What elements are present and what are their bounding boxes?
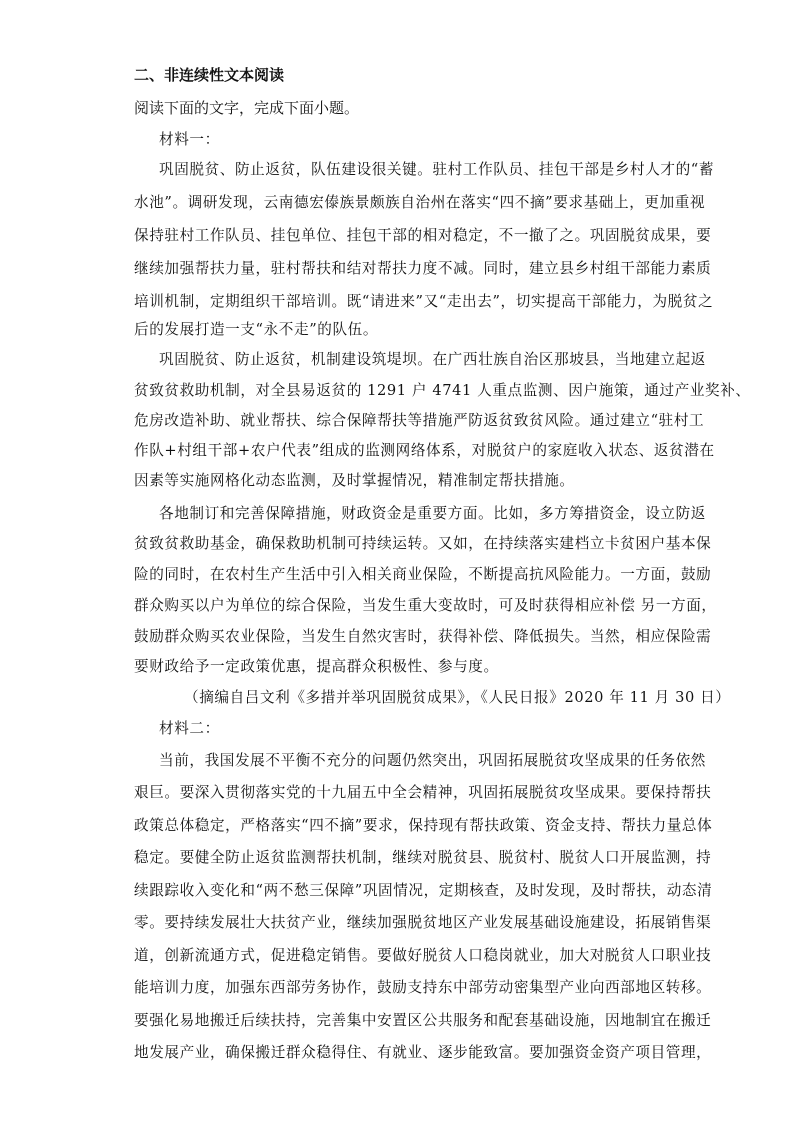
paragraph-line: 各地制订和完善保障措施，财政资金是重要方面。比如，多方筹措资金，设立防返 bbox=[159, 505, 706, 522]
paragraph-line: 鼓励群众购买农业保险，当发生自然灾害时，获得补偿、降低损失。当然，相应保险需 bbox=[134, 628, 712, 645]
instruction-text: 阅读下面的文字，完成下面小题。 bbox=[134, 99, 360, 117]
paragraph-line: 巩固脱贫、防止返贫，队伍建设很关键。驻村工作队员、挂包干部是乡村人才的“蓄 bbox=[159, 161, 715, 178]
paragraph-line: 后的发展打造一支“永不走”的队伍。 bbox=[134, 321, 379, 338]
paragraph-line: 稳定。要健全防止返贫监测帮扶机制，继续对脱贫县、脱贫村、脱贫人口开展监测，持 bbox=[134, 849, 712, 866]
paragraph-line: 续跟踪收入变化和“两不愁三保障”巩固情况，定期核查，及时发现，及时帮扶，动态清 bbox=[134, 882, 713, 899]
paragraph-line: 水池”。调研发现，云南德宏傣族景颇族自治州在落实“四不摘”要求基础上，更加重视 bbox=[134, 194, 706, 211]
section-title: 二、非连续性文本阅读 bbox=[134, 66, 285, 84]
paragraph-line: 地发展产业，确保搬迁群众稳得住、有就业、逐步能致富。要加强资金资产项目管理， bbox=[134, 1044, 712, 1061]
paragraph-line: 要财政给予一定政策优惠，提高群众积极性、参与度。 bbox=[134, 658, 499, 675]
paragraph-line: 道，创新流通方式，促进稳定销售。要做好脱贫人口稳岗就业，加大对脱贫人口职业技 bbox=[134, 947, 712, 964]
source-citation: （摘编自吕文利《多措并举巩固脱贫成果》，《人民日报》2020 年 11 月 30 日） bbox=[184, 689, 731, 706]
paragraph-line: 险的同时，在农村生产生活中引入相关商业保险，不断提高抗风险能力。一方面，鼓励 bbox=[134, 566, 712, 583]
paragraph-line: 当前，我国发展不平衡不充分的问题仍然突出，巩固拓展脱贫攻坚成果的任务依然 bbox=[159, 752, 706, 769]
material-two-label: 材料二： bbox=[159, 720, 220, 737]
paragraph-line: 巩固脱贫、防止返贫，机制建设筑堤坝。在广西壮族自治区那坡县，当地建立起返 bbox=[159, 351, 706, 368]
paragraph-line: 继续加强帮扶力量，驻村帮扶和结对帮扶力度不减。同时，建立县乡村组干部能力素质 bbox=[134, 260, 712, 277]
paragraph-line: 因素等实施网格化动态监测，及时掌握情况，精准制定帮扶措施。 bbox=[134, 472, 575, 489]
paragraph-line: 危房改造补助、就业帮扶、综合保障帮扶等措施严防返贫致贫风险。通过建立“驻村工 bbox=[134, 412, 705, 429]
paragraph-line: 贫致贫救助机制，对全县易返贫的 1291 户 4741 人重点监测、因户施策，通过产业奖补、 bbox=[134, 382, 751, 399]
paragraph-line: 保持驻村工作队员、挂包单位、挂包干部的相对稳定，不一撤了之。巩固脱贫成果，要 bbox=[134, 227, 712, 244]
paragraph-line: 政策总体稳定，严格落实“四不摘”要求，保持现有帮扶政策、资金支持、帮扶力量总体 bbox=[134, 817, 713, 834]
paragraph-line: 要强化易地搬迁后续扶持，完善集中安置区公共服务和配套基础设施，因地制宜在搬迁 bbox=[134, 1012, 712, 1029]
paragraph-line: 作队+村组干部+农户代表”组成的监测网络体系，对脱贫户的家庭收入状态、返贫潜在 bbox=[134, 442, 715, 459]
paragraph-line: 贫致贫救助基金，确保救助机制可持续运转。又如，在持续落实建档立卡贫困户基本保 bbox=[134, 535, 712, 552]
paragraph-line: 培训机制，定期组织干部培训。既“请进来”又“走出去”，切实提高干部能力，为脱贫之 bbox=[134, 293, 714, 310]
paragraph-line: 艰巨。要深入贯彻落实党的十九届五中全会精神，巩固拓展脱贫攻坚成果。要保持帮扶 bbox=[134, 784, 712, 801]
material-one-label: 材料一： bbox=[159, 131, 220, 148]
paragraph-line: 能培训力度，加强东西部劳务协作，鼓励支持东中部劳动密集型产业向西部地区转移。 bbox=[134, 979, 712, 996]
paragraph-line: 零。要持续发展壮大扶贫产业，继续加强脱贫地区产业发展基础设施建设，拓展销售渠 bbox=[134, 914, 712, 931]
paragraph-line: 群众购买以户为单位的综合保险，当发生重大变故时，可及时获得相应补偿 另一方面， bbox=[134, 597, 717, 614]
